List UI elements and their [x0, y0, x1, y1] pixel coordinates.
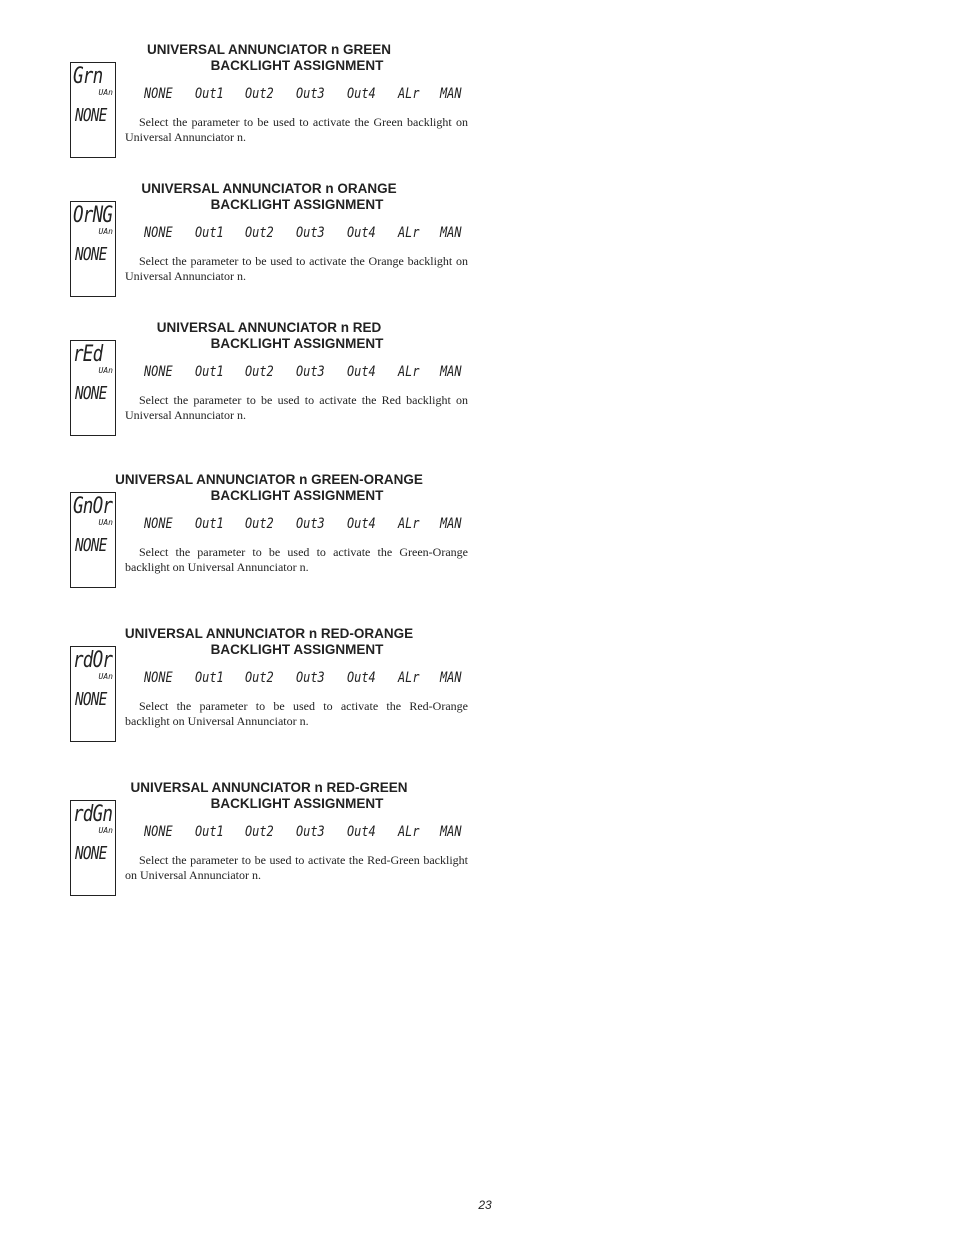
section-description: Select the parameter to be used to activate the Red backlight on Universal Annunciator n.: [125, 393, 468, 422]
option: NONE: [144, 225, 173, 241]
title-line-2: BACKLIGHT ASSIGNMENT: [210, 642, 384, 657]
option: MAN: [439, 824, 462, 840]
option: Out1: [194, 824, 224, 840]
section-description: Select the parameter to be used to activate the Red-Green backlight on Universal Annunciator n.: [125, 853, 468, 882]
option: ALr: [397, 225, 420, 241]
section-description: Select the parameter to be used to activate the Red-Orange backlight on Universal Annunciator n.: [125, 699, 468, 728]
section-description: Select the parameter to be used to activate the Green backlight on Universal Annunciator n.: [125, 115, 468, 144]
section-title: [100, 472, 438, 504]
option: Out2: [245, 225, 275, 241]
option: Out3: [296, 824, 325, 840]
lcd-bottom-text: NONE: [75, 689, 107, 710]
title-line-2: BACKLIGHT ASSIGNMENT: [210, 796, 384, 811]
option: MAN: [439, 225, 462, 241]
title-line-1: UNIVERSAL ANNUNCIATOR n RED-GREEN: [130, 780, 408, 795]
lcd-mid-text: UAn: [98, 366, 113, 375]
option: MAN: [439, 364, 462, 380]
lcd-mid-text: UAn: [98, 672, 113, 681]
lcd-bottom-text: NONE: [75, 383, 107, 404]
title-line-1: UNIVERSAL ANNUNCIATOR n RED: [156, 320, 382, 335]
option: MAN: [439, 516, 462, 532]
lcd-display: [70, 646, 116, 742]
option: Out4: [346, 225, 376, 241]
lcd-top-text: rEd: [73, 342, 103, 367]
option: Out3: [296, 670, 325, 686]
lcd-top-text: OrNG: [73, 203, 113, 228]
title-line-2: BACKLIGHT ASSIGNMENT: [210, 197, 384, 212]
lcd-mid-text: UAn: [98, 227, 113, 236]
lcd-display: [70, 800, 116, 896]
lcd-top-text: Grn: [73, 64, 103, 89]
option: NONE: [144, 670, 173, 686]
section-title: [100, 181, 438, 213]
option: MAN: [439, 670, 462, 686]
section-title: [100, 626, 438, 658]
option: Out1: [194, 86, 224, 102]
option: Out1: [194, 364, 224, 380]
option: NONE: [144, 516, 173, 532]
option: Out1: [194, 516, 224, 532]
option: Out3: [296, 516, 325, 532]
option: Out2: [245, 364, 275, 380]
option-list: [144, 516, 482, 532]
option: Out3: [296, 225, 325, 241]
option: Out4: [346, 86, 376, 102]
lcd-bottom-text: NONE: [75, 105, 107, 126]
lcd-mid-text: UAn: [98, 826, 113, 835]
lcd-top-text: rdGn: [73, 802, 113, 827]
option: Out3: [296, 86, 325, 102]
lcd-top-text: rdOr: [73, 648, 113, 673]
option: Out2: [245, 516, 275, 532]
title-line-1: UNIVERSAL ANNUNCIATOR n RED-ORANGE: [124, 626, 414, 641]
section-title: [100, 42, 438, 74]
option: ALr: [397, 364, 420, 380]
option: Out2: [245, 824, 275, 840]
title-line-2: BACKLIGHT ASSIGNMENT: [210, 488, 384, 503]
lcd-display: [70, 201, 116, 297]
option: NONE: [144, 86, 173, 102]
option-list: [144, 86, 482, 102]
option: NONE: [144, 824, 173, 840]
title-line-2: BACKLIGHT ASSIGNMENT: [210, 58, 384, 73]
option: Out4: [346, 516, 376, 532]
option: Out2: [245, 86, 275, 102]
section-title: [100, 320, 438, 352]
title-line-1: UNIVERSAL ANNUNCIATOR n GREEN: [146, 42, 391, 57]
option: Out4: [346, 670, 376, 686]
section-description: Select the parameter to be used to activate the Green-Orange backlight on Universal Annunciator n.: [125, 545, 468, 574]
option: ALr: [397, 86, 420, 102]
option: ALr: [397, 824, 420, 840]
lcd-bottom-text: NONE: [75, 244, 107, 265]
option: Out2: [245, 670, 275, 686]
lcd-bottom-text: NONE: [75, 535, 107, 556]
option: ALr: [397, 670, 420, 686]
option: Out4: [346, 824, 376, 840]
option-list: [144, 670, 482, 686]
option: Out4: [346, 364, 376, 380]
lcd-display: [70, 62, 116, 158]
option: MAN: [439, 86, 462, 102]
option: ALr: [397, 516, 420, 532]
lcd-mid-text: UAn: [98, 88, 113, 97]
lcd-bottom-text: NONE: [75, 843, 107, 864]
lcd-top-text: GnOr: [73, 494, 113, 519]
option-list: [144, 364, 482, 380]
option: Out1: [194, 225, 224, 241]
page-number: 23: [478, 1198, 492, 1212]
title-line-1: UNIVERSAL ANNUNCIATOR n ORANGE: [141, 181, 397, 196]
section-description: Select the parameter to be used to activate the Orange backlight on Universal Annunciator n.: [125, 254, 468, 283]
option: NONE: [144, 364, 173, 380]
option: Out3: [296, 364, 325, 380]
option-list: [144, 824, 482, 840]
option: Out1: [194, 670, 224, 686]
option-list: [144, 225, 482, 241]
lcd-display: [70, 492, 116, 588]
title-line-1: UNIVERSAL ANNUNCIATOR n GREEN-ORANGE: [115, 472, 423, 487]
section-title: [100, 780, 438, 812]
lcd-display: [70, 340, 116, 436]
title-line-2: BACKLIGHT ASSIGNMENT: [210, 336, 384, 351]
lcd-mid-text: UAn: [98, 518, 113, 527]
